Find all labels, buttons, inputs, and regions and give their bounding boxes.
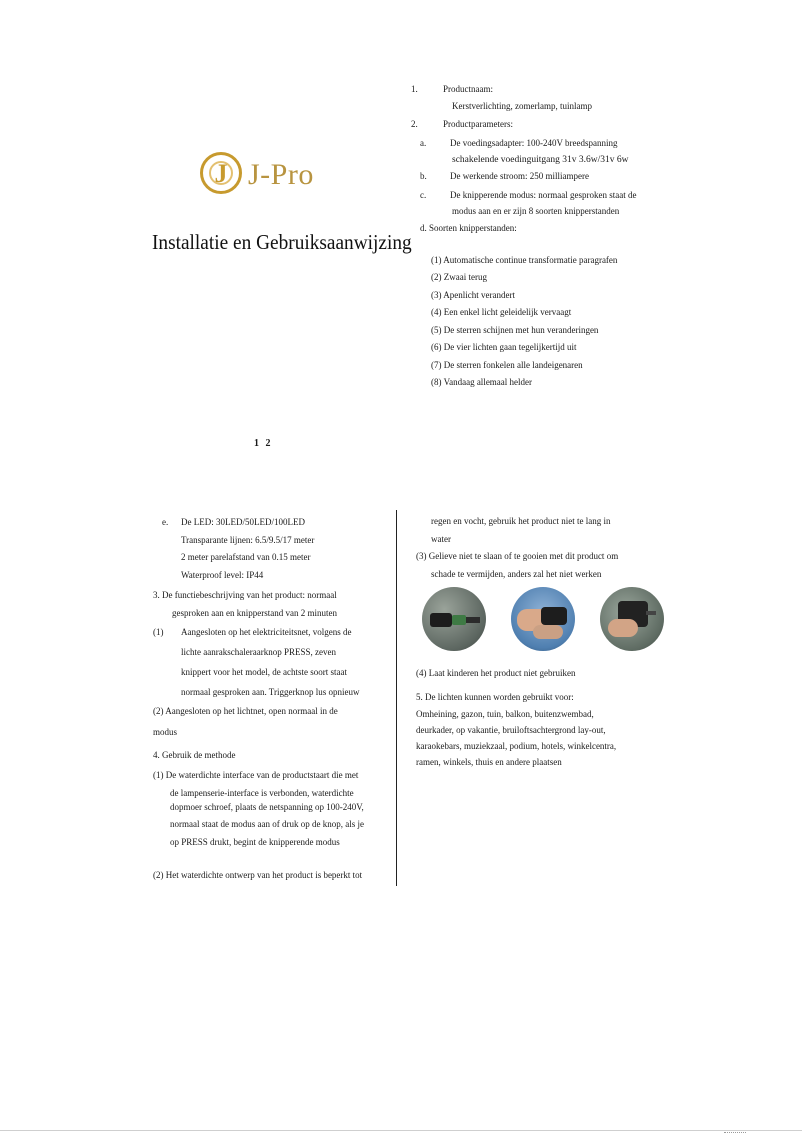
param-a-line1: De voedingsadapter: 100-240V breedspanning: [450, 138, 618, 148]
func-p1-number: (1): [153, 627, 164, 637]
method-m4-line: (4) Laat kinderen het product niet gebruiken: [416, 668, 576, 678]
section5-body2: deurkader, op vakantie, bruiloftsachtergrond lay-out,: [416, 725, 606, 735]
led-line1: De LED: 30LED/50LED/100LED: [181, 517, 305, 527]
method-m1-line4: normaal staat de modus aan of druk op de knop, als je: [170, 819, 364, 829]
func-p1-line4: normaal gesproken aan. Triggerknop lus opnieuw: [181, 687, 360, 697]
column-divider: [396, 510, 397, 886]
led-line4: Waterproof level: IP44: [181, 570, 264, 580]
func-p2-line2: modus: [153, 727, 178, 737]
method-m3-line1: (3) Gelieve niet te slaan of te gooien met dit product om: [416, 551, 619, 561]
param-c-line2: modus aan en er zijn 8 soorten knipperstanden: [452, 206, 620, 216]
method-m3-line2: schade te vermijden, anders zal het niet werken: [431, 569, 602, 579]
led-line3: 2 meter parelafstand van 0.15 meter: [181, 552, 311, 562]
item2-label: Productparameters:: [443, 119, 513, 129]
method-m1-line2: de lampenserie-interface is verbonden, waterdichte: [170, 788, 354, 798]
logo-text: J-Pro: [248, 158, 314, 191]
param-b-line1: De werkende stroom: 250 milliampere: [450, 171, 589, 181]
mode-item: (3) Apenlicht verandert: [431, 290, 515, 300]
section3-line2: gesproken aan en knipperstand van 2 minuten: [172, 608, 337, 618]
mode-item: (2) Zwaai terug: [431, 272, 487, 282]
param-a-letter: a.: [420, 138, 427, 148]
mode-item: (8) Vandaag allemaal helder: [431, 377, 533, 387]
method-m1-line5: op PRESS drukt, begint de knipperende modus: [170, 837, 340, 847]
page-corner-mark: [724, 1124, 746, 1133]
method-m2-cont-line1: regen en vocht, gebruik het product niet te lang in: [431, 516, 611, 526]
page-numbers: 1 2: [254, 438, 273, 449]
logo-ring-icon: [200, 152, 242, 194]
func-p2-line1: (2) Aangesloten op het lichtnet, open normaal in de: [153, 706, 338, 716]
led-e-letter: e.: [162, 517, 169, 527]
mode-item: (6) De vier lichten gaan tegelijkertijd uit: [431, 342, 577, 352]
item2-number: 2.: [411, 119, 418, 129]
func-p1-line1: Aangesloten op het elektriciteitsnet, volgens de: [181, 627, 352, 637]
param-b-letter: b.: [420, 171, 427, 181]
item1-value: Kerstverlichting, zomerlamp, tuinlamp: [452, 101, 592, 111]
param-c-letter: c.: [420, 190, 427, 200]
mode-item: (5) De sterren schijnen met hun veranderingen: [431, 325, 599, 335]
item1-number: 1.: [411, 84, 418, 94]
method-m1-line3: dopmoer schroef, plaats de netspanning op 100-240V,: [170, 802, 364, 812]
param-c-line1: De knipperende modus: normaal gesproken staat de: [450, 190, 637, 200]
mode-item: (7) De sterren fonkelen alle landeigenaren: [431, 360, 583, 370]
param-d-line: d. Soorten knipperstanden:: [420, 223, 517, 233]
func-p1-line3: knippert voor het model, de achtste soort staat: [181, 667, 347, 677]
method-m2-cont-line2: water: [431, 534, 451, 544]
section4-heading: 4. Gebruik de methode: [153, 750, 236, 760]
section5-heading: 5. De lichten kunnen worden gebruikt voor:: [416, 692, 574, 702]
mode-item: (1) Automatische continue transformatie paragrafen: [431, 255, 618, 265]
section5-body3: karaokebars, muziekzaal, podium, hotels, winkelcentra,: [416, 741, 617, 751]
section3-line1: 3. De functiebeschrijving van het product: normaal: [153, 590, 337, 600]
product-photo-connector: [422, 587, 486, 651]
method-m2-line1: (2) Het waterdichte ontwerp van het product is beperkt tot: [153, 870, 363, 880]
page-title: Installatie en Gebruiksaanwijzing: [152, 230, 412, 254]
product-photo-adapter: [600, 587, 664, 651]
method-m1-line1: (1) De waterdichte interface van de productstaart die met: [153, 770, 359, 780]
section5-body1: Omheining, gazon, tuin, balkon, buitenzwembad,: [416, 709, 594, 719]
led-line2: Transparante lijnen: 6.5/9.5/17 meter: [181, 535, 315, 545]
logo-letter: J: [214, 159, 228, 188]
footer-rule: [0, 1130, 802, 1131]
mode-item: (4) Een enkel licht geleidelijk vervaagt: [431, 307, 572, 317]
item1-label: Productnaam:: [443, 84, 493, 94]
brand-logo: [200, 150, 360, 210]
func-p1-line2: lichte aanrakschaleraarknop PRESS, zeven: [181, 647, 336, 657]
param-a-line2: schakelende voedinguitgang 31v 3.6w/31v 6w: [452, 155, 629, 165]
section5-body4: ramen, winkels, thuis en andere plaatsen: [416, 757, 562, 767]
product-photo-hand-plug: [511, 587, 575, 651]
